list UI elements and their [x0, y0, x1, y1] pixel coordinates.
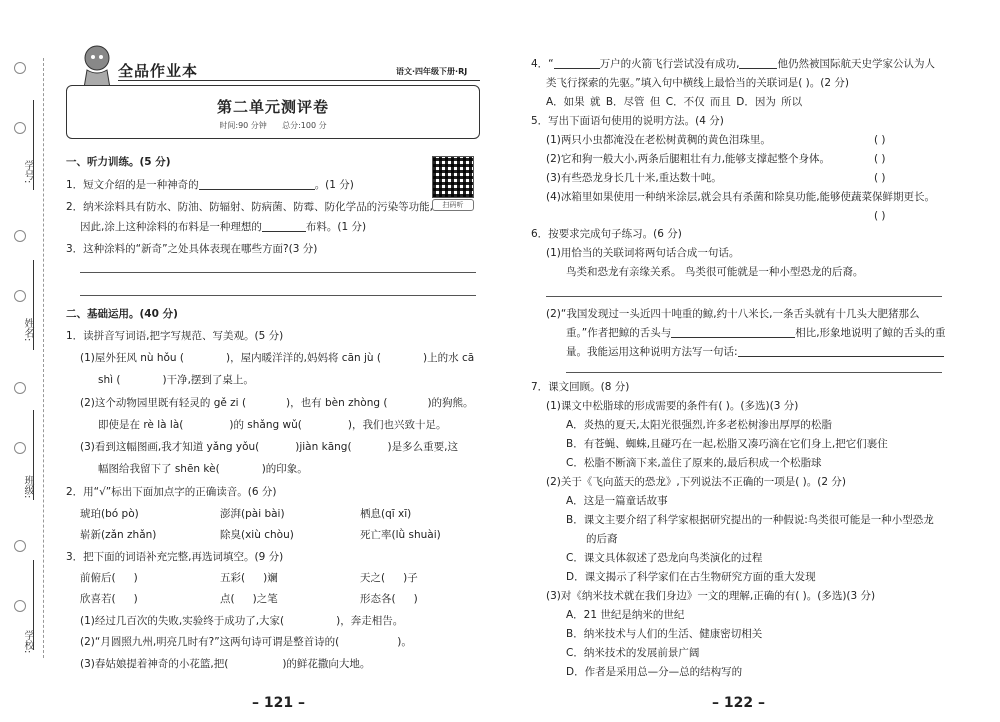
q2-2-opt[interactable]: 崭新(zǎn zhǎn) — [80, 529, 157, 541]
q1-2: 2．纳米涂料具有防水、防油、防辐射、防病菌、防霉、防化学品的污染等功能, — [66, 201, 434, 213]
q2-3-3: (3)春姑娘提着神奇的小花篮,把( )的鲜花撒向大地。 — [80, 658, 371, 670]
answer-blank[interactable] — [199, 177, 315, 190]
q2-1-1: (1)屋外狂风 nù hǒu ( )，屋内暖洋洋的,妈妈将 cān jù ( )上的水 cā — [80, 352, 475, 364]
idiom: 五彩( )斓 — [220, 572, 278, 584]
q4-cont: 类飞行探索的先驱。”填入句中横线上最恰当的关联词是( )。(2 分) — [546, 77, 849, 89]
q7-3-option[interactable]: C．纳米技术的发展前景广阔 — [566, 647, 700, 659]
binding-hole — [14, 62, 26, 74]
qr-label: 扫码听 — [432, 199, 474, 211]
answer-paren[interactable]: ( ) — [874, 210, 886, 222]
page-title: 第二单元测评卷 — [216, 98, 329, 116]
page-number: – 122 – — [712, 695, 765, 711]
idiom: 前俯后( ) — [80, 572, 138, 584]
q1-3: 3．这种涂料的“新奇”之处具体表现在哪些方面?(3 分) — [66, 243, 318, 255]
q6-1-sentence: 鸟类和恐龙有亲缘关系。 鸟类很可能就是一种小型恐龙的后裔。 — [566, 266, 864, 278]
q7-3-option[interactable]: A．21 世纪是纳米的世纪 — [566, 609, 685, 621]
q2-1-2: (2)这个动物园里既有轻灵的 gě zi ( )，也有 bèn zhòng ( )的狗熊。 — [80, 397, 474, 409]
answer-paren[interactable]: ( ) — [874, 153, 886, 165]
section-1-title: 一、听力训练。(5 分) — [66, 156, 171, 168]
qr-code-icon[interactable] — [432, 156, 474, 198]
time-score — [67, 120, 479, 131]
banji-label: 班级: — [22, 475, 33, 499]
q2-2-opt[interactable]: 栖息(qī xī) — [360, 508, 412, 520]
binding-hole — [14, 442, 26, 454]
binding-hole — [14, 290, 26, 302]
answer-line[interactable] — [80, 272, 476, 273]
q6-2: (2)“我国发现过一头近四十吨重的鲸,约十八米长,一条舌头就有十几头大肥猪那么 — [546, 308, 920, 320]
q2-2-opt[interactable]: 死亡率(lǜ shuài) — [360, 529, 441, 541]
q1-1: 1．短文介绍的是一种神奇的 。(1 分) — [66, 179, 354, 191]
time-label: 时间:90 分钟 — [219, 121, 267, 130]
brand-logo: 全品作业本 — [118, 62, 199, 80]
binding-hole — [14, 600, 26, 612]
q5-2: (2)它和狗一般大小,两条后腿粗壮有力,能够支撑起整个身体。 — [546, 153, 831, 165]
q7-2-option-cont: 的后裔 — [586, 533, 618, 545]
q2-2-opt[interactable]: 澎湃(pài bài) — [220, 508, 285, 520]
binding-margin — [0, 0, 52, 722]
answer-line[interactable] — [566, 372, 942, 373]
q2-1-3-cont: 幅图给我留下了 shēn kè( )的印象。 — [98, 463, 308, 475]
q7-2-option[interactable]: B．课文主要介绍了科学家根据研究提出的一种假说:鸟类很可能是一种小型恐龙 — [566, 514, 934, 526]
q5-3: (3)有些恐龙身长几十米,重达数十吨。 — [546, 172, 722, 184]
q7: 7．课文回顾。(8 分) — [531, 381, 630, 393]
q7-2-option[interactable]: A．这是一篇童话故事 — [566, 495, 668, 507]
q2-2-opt[interactable]: 除臭(xiù chòu) — [220, 529, 294, 541]
header-rule — [118, 80, 480, 81]
q2-3: 3．把下面的词语补充完整,再选词填空。(9 分) — [66, 551, 284, 563]
binding-hole — [14, 540, 26, 552]
q7-1-option[interactable]: A．炎热的夏天,太阳光很强烈,许多老松树渗出厚厚的松脂 — [566, 419, 832, 431]
q7-1-option[interactable]: C．松脂不断滴下来,盖住了原来的,最后积成一个松脂球 — [566, 457, 822, 469]
page-number: – 121 – — [252, 695, 305, 711]
q6-2-cont: 重。”作者把鲸的舌头与 相比,形象地说明了鲸的舌头的重 — [566, 327, 946, 339]
q2-1-1-cont: shì ( )干净,摆到了桌上。 — [98, 374, 254, 386]
q6: 6．按要求完成句子练习。(6 分) — [531, 228, 682, 240]
score-label: 总分:100 分 — [282, 121, 327, 130]
answer-blank[interactable] — [739, 56, 777, 69]
q7-1: (1)课文中松脂球的形成需要的条件有( )。(多选)(3 分) — [546, 400, 799, 412]
title-box — [66, 85, 480, 139]
cut-line — [43, 58, 44, 658]
q7-2-option[interactable]: C．课文具体叙述了恐龙向鸟类演化的过程 — [566, 552, 763, 564]
q7-3-option[interactable]: B．纳米技术与人们的生活、健康密切相关 — [566, 628, 763, 640]
xuehao-label: 学号: — [22, 160, 33, 184]
q2-3-2: (2)“月圆照九州,明亮几时有?”这两句诗可谓是整首诗的( )。 — [80, 636, 412, 648]
q1-2-cont: 因此,涂上这种涂料的布料是一种理想的 布料。(1 分) — [80, 221, 367, 233]
answer-blank[interactable] — [262, 219, 306, 232]
q7-2: (2)关于《飞向蓝天的恐龙》,下列说法不正确的一项是( )。(2 分) — [546, 476, 846, 488]
idiom: 形态各( ) — [360, 593, 418, 605]
q2-1: 1．读拼音写词语,把字写规范、写美观。(5 分) — [66, 330, 284, 342]
answer-blank[interactable] — [554, 56, 600, 69]
q2-3-1: (1)经过几百次的失败,实验终于成功了,大家( )，奔走相告。 — [80, 615, 404, 627]
answer-line[interactable] — [546, 296, 942, 297]
idiom: 点( )之笔 — [220, 593, 278, 605]
subject-label: 语文·四年级下册·RJ — [396, 67, 468, 76]
q5-1: (1)两只小虫都淹没在老松树黄稠的黄色泪珠里。 — [546, 134, 771, 146]
xingming-label: 姓名: — [22, 318, 33, 342]
q7-3-option[interactable]: D．作者是采用总—分—总的结构写的 — [566, 666, 743, 678]
q7-3: (3)对《纳米技术就在我们身边》一文的理解,正确的有( )。(多选)(3 分) — [546, 590, 876, 602]
q4: 4．“ 万户的火箭飞行尝试没有成功, 他仍然被国际航天史学家公认为人 — [531, 58, 935, 70]
q6-1: (1)用恰当的关联词将两句话合成一句话。 — [546, 247, 740, 259]
q7-2-option[interactable]: D．课文揭示了科学家们在古生物研究方面的重大发现 — [566, 571, 816, 583]
q2-2-opt[interactable]: 琥珀(bó pò) — [80, 508, 139, 520]
idiom: 天之( )子 — [360, 572, 418, 584]
answer-line[interactable] — [80, 295, 476, 296]
answer-paren[interactable]: ( ) — [874, 134, 886, 146]
answer-paren[interactable]: ( ) — [874, 172, 886, 184]
binding-hole — [14, 230, 26, 242]
q5-4: (4)冰箱里如果使用一种纳米涂层,就会具有杀菌和除臭功能,能够使蔬菜保鲜期更长。 — [546, 191, 936, 203]
q5: 5．写出下面语句使用的说明方法。(4 分) — [531, 115, 724, 127]
idiom: 欣喜若( ) — [80, 593, 138, 605]
q7-1-option[interactable]: B．有苍蝇、蜘蛛,且碰巧在一起,松脂又凑巧滴在它们身上,把它们裹住 — [566, 438, 888, 450]
section-2-title: 二、基础运用。(40 分) — [66, 308, 178, 320]
answer-blank[interactable] — [738, 344, 944, 357]
binding-hole — [14, 122, 26, 134]
binding-hole — [14, 382, 26, 394]
answer-blank[interactable] — [671, 325, 795, 338]
xuexiao-label: 学校: — [22, 630, 33, 654]
q6-2-cont2: 量。我能运用这种说明方法写一句话: — [566, 344, 944, 360]
q4-options[interactable]: A．如果 就 B．尽管 但 C．不仅 而且 D．因为 所以 — [546, 96, 803, 108]
q2-1-2-cont: 即使是在 rè là là( )的 shǎng wǔ( )，我们也兴致十足。 — [98, 419, 447, 431]
q2-1-3: (3)看到这幅图画,我才知道 yǎng yǒu( )jiàn kāng( )是多么重要,这 — [80, 441, 458, 453]
q2-2: 2．用“√”标出下面加点字的正确读音。(6 分) — [66, 486, 277, 498]
